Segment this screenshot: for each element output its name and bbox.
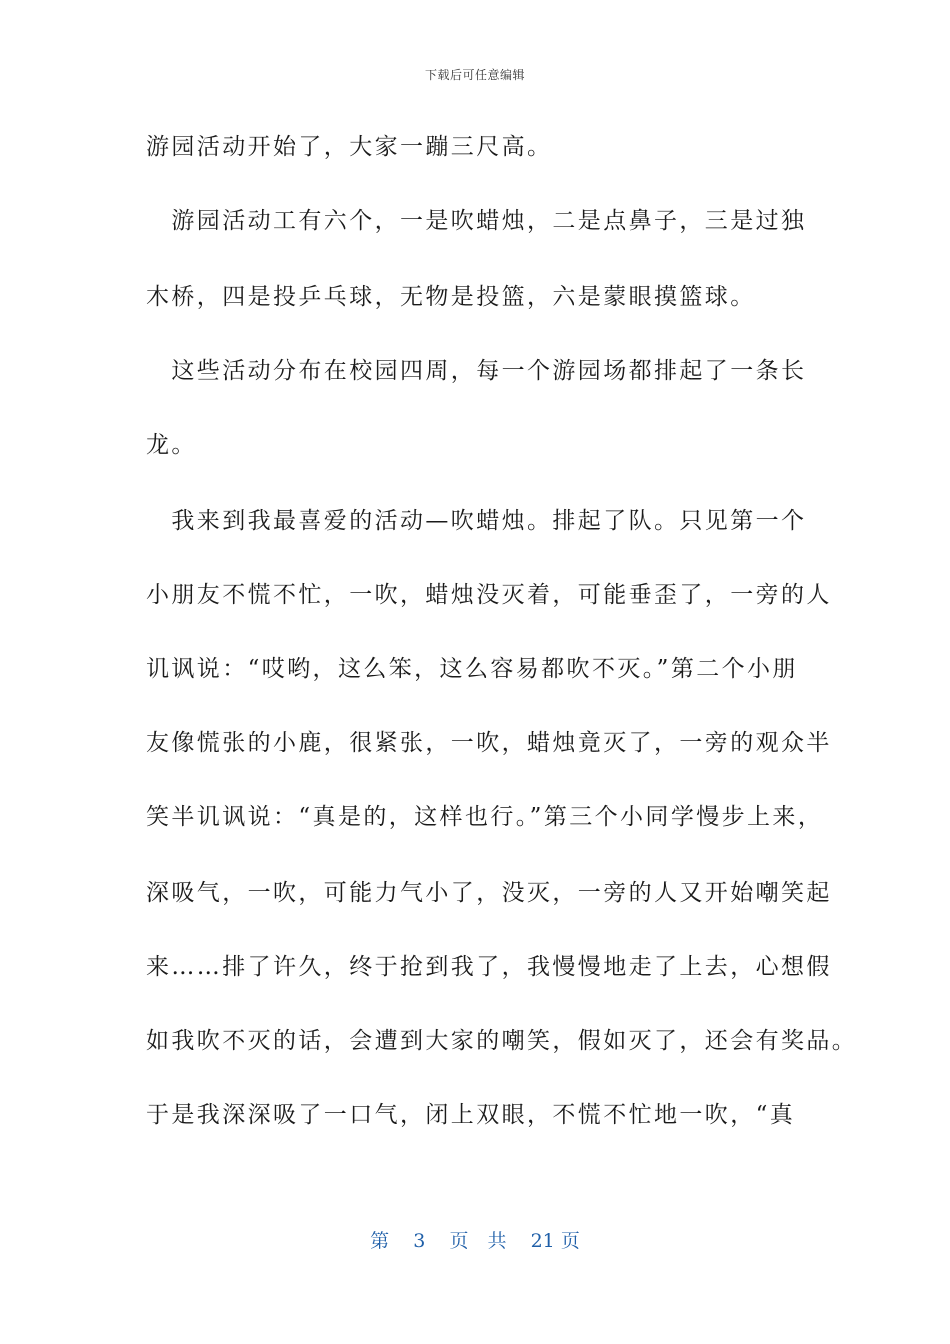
text-line: 如我吹不灭的话，会遭到大家的嘲笑，假如灭了，还会有奖品。 xyxy=(146,1028,858,1054)
footer-middle: 页 共 xyxy=(449,1230,507,1252)
text-line: 于是我深深吸了一口气，闭上双眼，不慌不忙地一吹，“真 xyxy=(146,1102,796,1128)
footer-prefix: 第 xyxy=(370,1230,390,1252)
footer-suffix: 页 xyxy=(560,1230,580,1252)
current-page-number: 3 xyxy=(413,1230,426,1252)
total-pages-number: 21 xyxy=(530,1230,555,1252)
text-line: 来……排了许久，终于抢到我了，我慢慢地走了上去，心想假 xyxy=(146,954,832,980)
text-line: 游园活动工有六个，一是吹蜡烛，二是点鼻子，三是过独 xyxy=(146,208,807,234)
text-line: 我来到我最喜爱的活动—吹蜡烛。排起了队。只见第一个 xyxy=(146,508,807,534)
page-header: 下载后可任意编辑 xyxy=(424,68,525,82)
text-line: 友像慌张的小鹿，很紧张，一吹，蜡烛竟灭了，一旁的观众半 xyxy=(146,730,832,756)
text-line: 游园活动开始了，大家一蹦三尺高。 xyxy=(146,134,553,160)
text-line: 龙。 xyxy=(146,432,197,458)
text-line: 木桥，四是投乒乓球，无物是投篮，六是蒙眼摸篮球。 xyxy=(146,284,756,310)
text-line: 讥讽说：“哎哟，这么笨，这么容易都吹不灭。”第二个小朋 xyxy=(146,656,798,682)
text-line: 深吸气，一吹，可能力气小了，没灭，一旁的人又开始嘲笑起 xyxy=(146,880,832,906)
text-line: 这些活动分布在校园四周，每一个游园场都排起了一条长 xyxy=(146,358,807,384)
text-line: 笑半讥讽说：“真是的，这样也行。”第三个小同学慢步上来， xyxy=(146,804,824,830)
text-line: 小朋友不慌不忙，一吹，蜡烛没灭着，可能垂歪了，一旁的人 xyxy=(146,582,832,608)
page-footer xyxy=(0,1226,950,1253)
